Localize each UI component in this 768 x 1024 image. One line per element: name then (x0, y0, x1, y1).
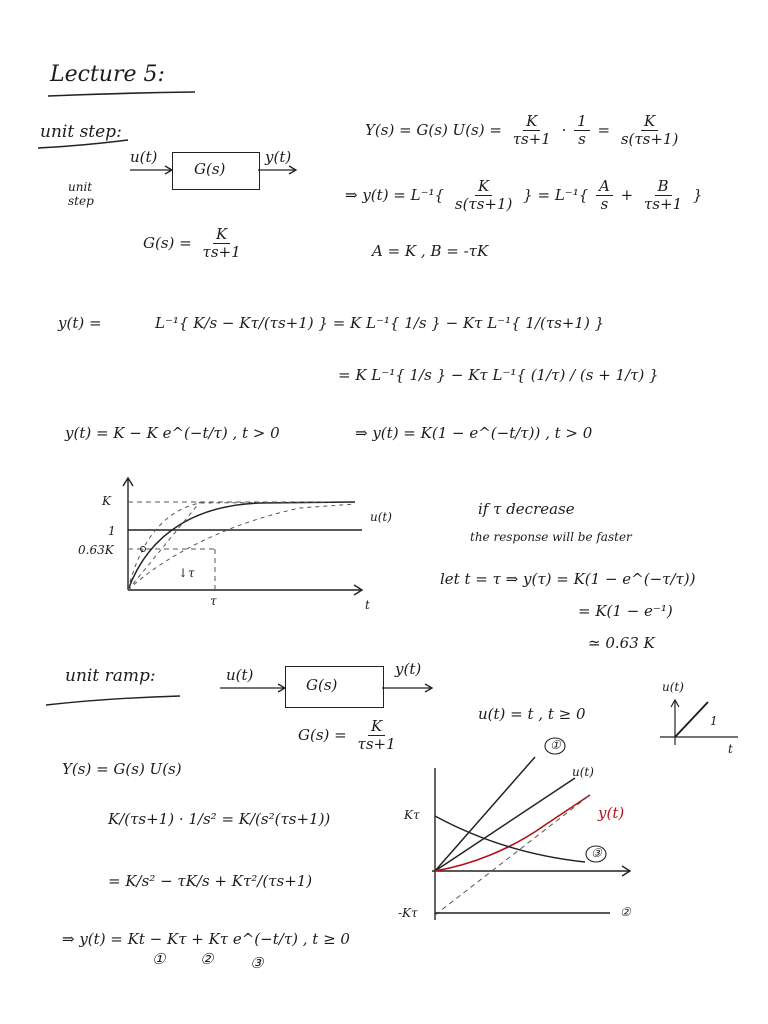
ramp-response-plot (432, 738, 630, 920)
step-plot-tau-annotation: ↓τ (178, 566, 195, 580)
step-input-label: u(t) (130, 148, 158, 166)
term-mark-3: ③ (250, 954, 264, 972)
step-plot-x-label: t (365, 598, 370, 612)
step-plot-K-label: K (102, 494, 111, 508)
mini-plot-slope-label: 1 (710, 714, 718, 728)
step-yt-line1: L⁻¹{ K/s − Kτ/(τs+1) } = K L⁻¹{ 1/s } − Kτ L⁻¹{ 1/(τs+1) } (155, 314, 605, 332)
mini-plot-t-label: t (728, 742, 733, 756)
note-063K: ≃ 0.63 K (588, 634, 655, 652)
ramp-plot-Ktau-label: Kτ (404, 808, 420, 822)
step-block-label: G(s) (194, 160, 226, 178)
step-yt-lhs: y(t) = (58, 314, 102, 332)
ramp-u-label: u(t) (572, 765, 594, 779)
step-plot-063K-label: 0.63K (78, 543, 114, 557)
step-inverse-equation: ⇒ y(t) = L⁻¹{ $\frac{K}{s(\tau s+1)}$ } = L⁻¹{ $\frac{A}{s}$ + $\frac{B}{\tau s+1}$ } (345, 177, 703, 214)
term-mark-2: ② (200, 950, 214, 968)
ramp-y-label: y(t) (598, 804, 625, 822)
ramp-curve-3 (435, 816, 585, 862)
ramp-input-label: u(t) (226, 666, 254, 684)
ramp-Ys: Y(s) = G(s) U(s) (62, 760, 182, 778)
step-fast-curve (128, 502, 330, 590)
note-tau-decrease: if τ decrease (478, 500, 575, 518)
ramp-input-definition: u(t) = t , t ≥ 0 (478, 705, 586, 723)
ramp-eq1: K/(τs+1) · 1/s² = K/(s²(τs+1)) (108, 810, 331, 828)
step-output-label: y(t) (265, 148, 292, 166)
step-slow-curve (128, 504, 355, 590)
ramp-block-label: G(s) (306, 676, 338, 694)
step-yt-line2: = K L⁻¹{ 1/s } − Kτ L⁻¹{ (1/τ) / (s + 1/τ) } (338, 366, 659, 384)
title-underline (48, 92, 195, 96)
unit-ramp-heading: unit ramp: (65, 666, 156, 686)
ramp-eq2: = K/s² − τK/s + Kτ²/(τs+1) (108, 872, 313, 890)
note-faster-response: the response will be faster (470, 530, 632, 544)
step-yt-result-final: ⇒ y(t) = K(1 − e^(−t/τ)) , t > 0 (355, 424, 593, 442)
unit-ramp-underline (46, 696, 180, 705)
unit-step-note: unit step (68, 180, 94, 208)
ramp-plot-neg-Ktau-label: -Kτ (398, 906, 418, 920)
mini-plot-u-label: u(t) (662, 680, 684, 694)
note-let-t-tau: let t = τ ⇒ y(τ) = K(1 − e^(−τ/τ)) (440, 570, 696, 588)
step-plot-1-label: 1 (108, 524, 116, 538)
step-plot-tau-label: τ (210, 594, 217, 608)
step-AB-values: A = K , B = -τK (372, 242, 489, 260)
ramp-curve-1-label: ① (550, 738, 561, 752)
unit-step-heading: unit step: (40, 122, 122, 142)
step-response-plot (123, 478, 362, 595)
step-yt-result: y(t) = K − K e^(−t/τ) , t > 0 (65, 424, 280, 442)
ramp-tf: G(s) = $\frac{K}{\tau s+1}$ (298, 717, 396, 754)
ramp-curve-3-label: ③ (591, 846, 602, 860)
term-mark-1: ① (152, 950, 166, 968)
note-K-1-e: = K(1 − e⁻¹) (578, 602, 673, 620)
ramp-final-response: ⇒ y(t) = Kt − Kτ + Kτ e^(−t/τ) , t ≥ 0 (62, 930, 350, 948)
ramp-output-label: y(t) (395, 660, 422, 678)
page-title: Lecture 5: (50, 62, 165, 87)
step-tf: G(s) = $\frac{K}{\tau s+1}$ (143, 225, 241, 262)
ramp-curve-2-label: ② (620, 905, 631, 919)
step-plot-u-label: u(t) (370, 510, 392, 524)
step-response-curve (128, 502, 355, 590)
mini-ramp-plot (660, 700, 738, 745)
step-Ys-equation: Y(s) = G(s) U(s) = $\frac{K}{\tau s+1}$ · $\frac{1}{s}$ = $\frac{K}{s(\tau s+1)}$ (365, 112, 679, 149)
